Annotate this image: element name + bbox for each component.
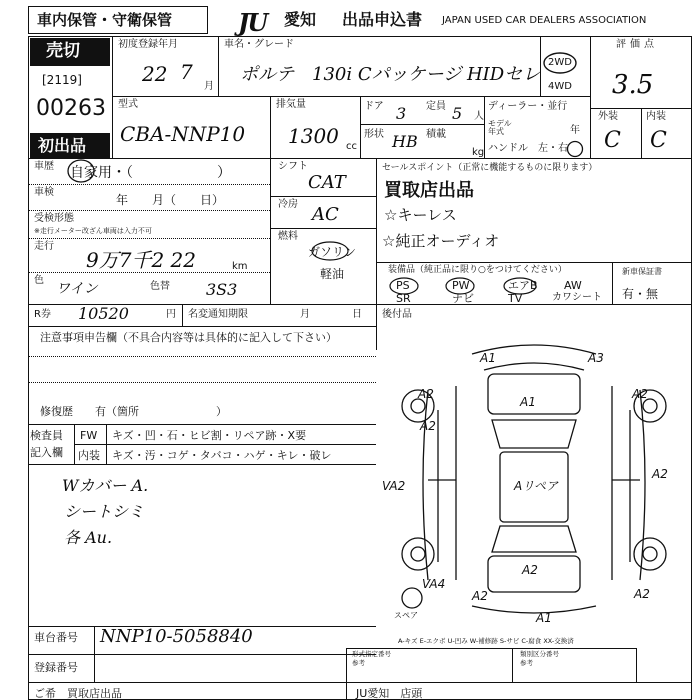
car-damage-diagram <box>376 330 692 626</box>
after-fit-label: 後付品 <box>382 309 412 320</box>
model-value: CBA-NNP10 <box>120 122 246 146</box>
lot-number: 00263 <box>36 96 106 121</box>
interior-label: 内装 <box>646 111 666 122</box>
displacement-unit: cc <box>346 141 357 152</box>
shift-label: シフト <box>278 161 308 172</box>
chassis-label: 車台番号 <box>34 631 78 644</box>
inspector-mid-line <box>74 444 376 445</box>
name-change-label: 名変通知期限 <box>188 309 248 320</box>
car-name-label: 車名・グレード <box>224 39 294 50</box>
diagram-windshield <box>492 420 576 448</box>
equip-tv: TV <box>508 292 523 305</box>
mileage-value: 9万7千2 22 <box>86 248 196 272</box>
note-hand-3: 各 Au. <box>64 528 113 547</box>
sales-headline: 買取店出品 <box>384 180 474 201</box>
fuel-gas: ガソリン <box>308 245 357 259</box>
equip-aw: AW <box>564 279 582 292</box>
diagram-wheel-rl <box>402 538 434 570</box>
repair-label: 修復歴 有（箇所 ） <box>40 405 227 418</box>
history-right-divider <box>270 158 271 304</box>
equipment-top-line <box>376 262 692 263</box>
fw-items: キズ・凹・石・ヒビ割・リペア跡・X要 <box>112 429 307 442</box>
first-entry-label: 初出品 <box>38 136 87 155</box>
history-value: 自家用・（ ） <box>70 165 231 181</box>
left-panel-divider <box>112 36 113 158</box>
ac-line <box>270 228 376 229</box>
mileage-unit: km <box>232 261 248 272</box>
drive-4wd: 4WD <box>548 81 572 92</box>
car-name-value: ポルテ 130i Cパッケージ HIDセレ <box>240 64 541 85</box>
equip-pw: PW <box>452 279 470 292</box>
fuel-diesel: 軽油 <box>320 267 345 281</box>
exterior-label: 外装 <box>598 111 618 122</box>
fw-label: FW <box>80 429 98 442</box>
warranty-label: 新車保証書 <box>622 267 662 276</box>
diagram-spare-tire <box>402 588 422 608</box>
shift-right-divider <box>376 158 377 304</box>
color-label: 色 <box>34 275 44 286</box>
equip-airbag: エアB <box>508 279 538 292</box>
row-line-2 <box>28 158 692 159</box>
color-value: ワイン <box>56 281 98 297</box>
footer-mid-divider <box>512 648 513 682</box>
model-year-label: モデル 年式 <box>488 119 512 136</box>
door-row-line <box>360 124 484 125</box>
shape-value: HB <box>392 132 418 151</box>
mileage-label: 走行 <box>34 241 54 252</box>
exterior-value: C <box>604 128 621 153</box>
model-divider <box>270 96 271 158</box>
color-code-value: 3S3 <box>206 280 238 299</box>
year-unit: 年 <box>570 125 580 136</box>
diagram-legend: A-キズ E-エクボ U-凹み W-補修跡 S-サビ C-腐食 XX-交換済 <box>398 637 574 645</box>
sold-label: 売切 <box>46 41 80 61</box>
door-label: ドア <box>364 101 384 112</box>
sales-item-1: ☆キーレス <box>384 206 457 224</box>
shift-value: CAT <box>308 172 346 193</box>
ju-logo-mark: JU <box>238 8 267 37</box>
notes-label: 注意事項申告欄（不具合内容等は具体的に記入して下さい） <box>40 331 337 344</box>
reg-month-value: 7 <box>180 60 193 84</box>
mark-5: A2 <box>420 419 436 433</box>
history-line <box>28 184 270 185</box>
interior-items: キズ・汚・コゲ・タバコ・ハゲ・キレ・破レ <box>112 449 332 462</box>
diagram-rear-bumper <box>472 606 596 613</box>
footer-bottom-right: JU愛知 店頭 <box>356 687 423 700</box>
r-ticket-value: 10520 <box>78 304 129 323</box>
shift-line <box>270 196 376 197</box>
displacement-label: 排気量 <box>276 99 306 110</box>
capacity-value: 5 <box>452 104 463 123</box>
row-line-8 <box>28 654 376 655</box>
load-unit: kg <box>472 147 485 158</box>
history-private-circle <box>66 158 96 184</box>
r-ticket-divider <box>182 304 183 326</box>
drive-divider <box>540 36 541 96</box>
sales-points-label: セールスポイント（正常に機能するものに限ります） <box>382 163 598 173</box>
footer-bottom-left: ご希 買取店出品 <box>34 687 122 700</box>
shape-label: 形状 <box>364 129 384 140</box>
ac-label: 冷房 <box>278 199 298 210</box>
rating-divider <box>590 36 591 158</box>
row-line-1 <box>112 96 590 97</box>
displacement-divider <box>360 96 361 158</box>
color-code-label: 色替 <box>150 281 170 292</box>
equip-sr: SR <box>396 292 411 305</box>
fuel-label: 燃料 <box>278 231 298 242</box>
footer-right-divider <box>636 648 637 682</box>
equipment-circles <box>388 276 568 296</box>
warranty-divider <box>612 262 613 304</box>
mileage-line <box>28 272 270 273</box>
interior-value: C <box>650 128 667 153</box>
mark-9: Aリペア <box>514 479 558 493</box>
inspection-line <box>28 210 270 211</box>
name-change-day: 日 <box>352 309 362 320</box>
r-ticket-label: R券 <box>34 309 51 320</box>
inspector-label: 検査員 記入欄 <box>30 429 63 459</box>
mark-14: A2 <box>472 589 488 603</box>
row-line-6 <box>28 464 376 465</box>
first-entry-badge <box>30 133 110 159</box>
lot-code: [2119] <box>42 73 82 87</box>
mark-12: A2 <box>634 587 650 601</box>
equip-leather: カワシート <box>552 292 602 303</box>
sold-badge <box>30 38 110 66</box>
diagram-rear-window <box>492 526 576 552</box>
interior-items-label: 内装 <box>78 449 100 462</box>
mark-4: A1 <box>520 395 536 409</box>
assoc-name: JAPAN USED CAR DEALERS ASSOCIATION <box>442 15 647 26</box>
footer-top-line <box>346 648 636 649</box>
reg-month-unit: 月 <box>204 81 214 92</box>
displacement-value: 1300 <box>288 124 339 148</box>
r-ticket-unit: 円 <box>166 309 176 320</box>
row-line-4 <box>28 326 376 327</box>
capacity-label: 定員 <box>426 101 446 112</box>
org-name: 愛知 <box>284 10 317 29</box>
mark-7: VA2 <box>382 479 406 493</box>
notes-line-2 <box>28 382 376 383</box>
notes-line-1 <box>28 356 376 357</box>
spare-label: スペア <box>394 611 418 620</box>
class-label: 類別区分番号 参考 <box>520 650 559 668</box>
equip-ps: PS <box>396 279 410 292</box>
ju-logo <box>238 8 282 37</box>
mark-6: A2 <box>632 387 648 401</box>
reg-divider <box>218 36 219 96</box>
handle-label: ハンドル 左・右 <box>488 143 568 154</box>
first-reg-label: 初度登録年月 <box>118 39 178 50</box>
mark-1: A1 <box>480 351 496 365</box>
rating-value: 3.5 <box>612 70 654 100</box>
mark-3: A2 <box>418 387 434 401</box>
ac-value: AC <box>312 204 339 225</box>
equipment-label: 装備品（純正品に限り○をつけてください） <box>388 265 567 275</box>
recv-note: ※走行メーター改ざん車両は入力不可 <box>34 227 152 235</box>
reg-year-value: 22 <box>142 62 168 86</box>
sales-item-2: ☆純正オーディオ <box>382 232 500 250</box>
mark-10: A2 <box>522 563 538 577</box>
capacity-unit: 人 <box>474 111 484 122</box>
model-label: 型式 <box>118 99 138 110</box>
warranty-value: 有・無 <box>622 287 659 301</box>
recv-label: 受検形態 <box>34 213 74 224</box>
storage-label-box <box>28 6 208 34</box>
inspection-label: 車検 <box>34 187 54 198</box>
ext-int-divider <box>641 108 642 158</box>
drive-2wd: 2WD <box>548 57 572 68</box>
form-title: 出品申込書 <box>342 10 423 29</box>
form-ref-label: 形式指定番号 参考 <box>352 650 391 668</box>
dealer-divider <box>484 96 485 158</box>
inspection-value: 年 月（ 日） <box>116 193 225 207</box>
equip-navi: ナビ <box>452 292 474 305</box>
load-label: 積載 <box>426 129 446 140</box>
dealer-label: ディーラー・並行 <box>488 101 568 112</box>
diagram-wheel-rr <box>634 538 666 570</box>
row-line-5 <box>28 424 376 425</box>
row-line-9 <box>28 682 692 683</box>
storage-label: 車内保管・守衛保管 <box>37 11 173 29</box>
footer-left-divider <box>346 648 347 700</box>
mark-13: A1 <box>536 611 552 625</box>
note-hand-1: Wカバー A. <box>62 476 149 495</box>
mark-2: A3 <box>588 351 604 365</box>
mark-8: A2 <box>652 467 668 481</box>
fuel-gas-circle <box>310 240 350 262</box>
chassis-value: NNP10-5058840 <box>100 626 253 647</box>
rating-label: 評価点 <box>616 39 658 50</box>
name-change-month: 月 <box>300 309 310 320</box>
history-label: 車歴 <box>34 161 54 172</box>
mark-11: VA4 <box>422 577 446 591</box>
drive-2wd-circle <box>542 50 578 76</box>
recv-line <box>28 238 270 239</box>
handle-right-circle <box>566 140 584 158</box>
door-value: 3 <box>396 104 407 123</box>
note-hand-2: シートシミ <box>64 502 145 521</box>
reg-number-label: 登録番号 <box>34 661 78 674</box>
